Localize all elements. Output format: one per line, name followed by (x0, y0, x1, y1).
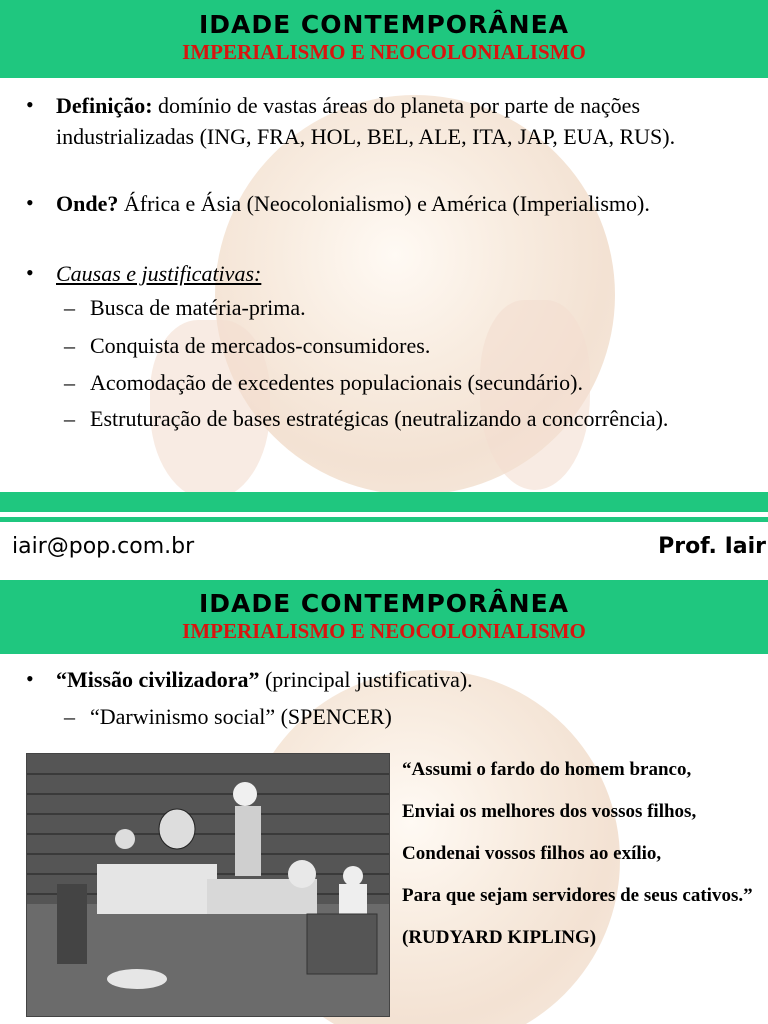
bullet-icon: • (26, 666, 34, 691)
bullet-label: Definição: (56, 93, 153, 118)
bullet-icon: • (26, 190, 34, 215)
footer-email: iair@pop.com.br (12, 534, 195, 559)
slide-2 (0, 580, 768, 1024)
footer-stripe (0, 492, 768, 512)
quote-line: “Assumi o fardo do homem branco, (402, 759, 692, 780)
dash-icon: – (64, 704, 75, 729)
kipling-quote (402, 756, 758, 966)
bullet-label: Causas e justificativas: (56, 261, 262, 286)
bullet-icon: • (26, 260, 34, 285)
sub-item (64, 701, 748, 732)
sub-item-text: Busca de matéria-prima. (90, 295, 306, 320)
slide-subtitle: IMPERIALISMO E NEOCOLONIALISMO (182, 40, 586, 64)
quote-line: Enviai os melhores dos vossos filhos, (402, 801, 697, 822)
bullet-missao (26, 664, 748, 695)
bullet-onde (26, 188, 748, 219)
sub-item-text: Estruturação de bases estratégicas (neutralizando a concorrência). (90, 406, 669, 431)
slide-subtitle: IMPERIALISMO E NEOCOLONIALISMO (182, 619, 586, 643)
dash-icon: – (64, 406, 75, 431)
dash-icon: – (64, 295, 75, 320)
slide-header (0, 0, 768, 78)
slide-header (0, 580, 768, 654)
slide-title: IDADE CONTEMPORÂNEA (199, 589, 569, 618)
bullet-causas (26, 258, 748, 289)
bullet-text: (principal justificativa). (259, 667, 473, 692)
bullet-text: domínio de vastas áreas do planeta por parte de nações industrializadas (ING, FRA, HOL, BEL, ALE, ITA, JAP, EUA, RUS). (56, 93, 676, 149)
sub-item-text: Conquista de mercados-consumidores. (90, 333, 431, 358)
historical-photo (26, 753, 390, 1017)
bullet-text: África e Ásia (Neocolonialismo) e América (Imperialismo). (118, 191, 650, 216)
bullet-definicao (26, 90, 748, 152)
quote-attribution: (RUDYARD KIPLING) (402, 927, 597, 948)
sub-item-text: Acomodação de excedentes populacionais (secundário). (90, 370, 583, 395)
footer-author: Prof. Iair (658, 534, 766, 559)
sub-item-text: “Darwinismo social” (SPENCER) (90, 704, 392, 729)
dash-icon: – (64, 370, 75, 395)
sub-item (64, 292, 748, 323)
colonial-scene-illustration (27, 754, 389, 1016)
slide-footer (0, 530, 768, 580)
quote-line: Para que sejam servidores de seus cativos.” (402, 885, 753, 906)
bullet-label: Onde? (56, 191, 119, 216)
quote-line: Condenai vossos filhos ao exílio, (402, 843, 662, 864)
slide-title: IDADE CONTEMPORÂNEA (199, 10, 569, 39)
bullet-icon: • (26, 92, 34, 117)
footer-stripe-thin (0, 517, 768, 522)
dash-icon: – (64, 333, 75, 358)
sub-item (64, 367, 748, 398)
bullet-label: “Missão civilizadora” (56, 667, 260, 692)
sub-item (64, 403, 748, 434)
sub-item (64, 330, 748, 361)
